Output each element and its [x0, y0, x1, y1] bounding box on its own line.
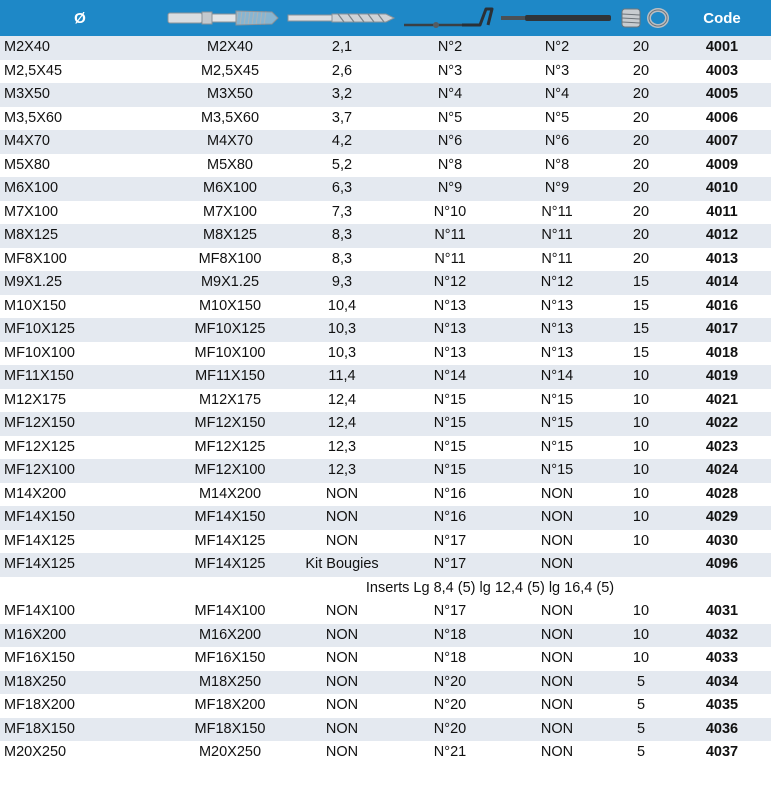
- drill-cell: 4,2: [331, 133, 353, 149]
- table-row: [0, 271, 771, 295]
- table-row: [0, 483, 771, 507]
- insertion-tool-cell: N°17: [433, 532, 467, 549]
- diameter-cell: MF14X125: [4, 556, 75, 572]
- tang-tool-cell: N°13: [540, 321, 574, 337]
- tang-tool-cell: N°15: [540, 462, 574, 478]
- drill-cell: 12,3: [327, 438, 357, 455]
- code-cell: 4021: [705, 391, 739, 408]
- tap-cell: M12X175: [198, 391, 262, 408]
- drill-cell: 10,4: [327, 297, 357, 314]
- tang-tool-cell: NON: [540, 720, 574, 737]
- diameter-cell: M3X50: [4, 86, 50, 102]
- insertion-tool-cell: N°20: [433, 720, 467, 737]
- table-row: [0, 295, 771, 319]
- diameter-cell: MF16X150: [4, 650, 75, 666]
- tang-tool-cell: NON: [540, 697, 574, 713]
- insertion-tool-cell: N°6: [437, 133, 463, 149]
- drill-cell: 8,3: [331, 250, 353, 267]
- tap-cell: M14X200: [198, 485, 262, 502]
- quantity-cell: 15: [632, 321, 650, 337]
- quantity-cell: 15: [632, 297, 650, 314]
- tap-cell: M2,5X45: [200, 62, 260, 79]
- diameter-cell: M3,5X60: [4, 109, 63, 126]
- tang-tool-cell: N°15: [540, 438, 574, 455]
- tap-cell: M3X50: [207, 86, 253, 102]
- tap-cell: MF18X200: [194, 697, 266, 713]
- tang-tool-cell: NON: [540, 532, 574, 549]
- code-cell: 4032: [705, 626, 739, 643]
- insertion-tool-cell: N°13: [433, 344, 467, 361]
- quantity-cell: 20: [632, 86, 650, 102]
- insertion-tool-cell: N°16: [433, 509, 467, 525]
- tang-tool-cell: NON: [540, 556, 574, 572]
- diameter-cell: MF14X100: [4, 603, 75, 619]
- insertion-tool-cell: N°10: [433, 203, 467, 220]
- code-cell: 4014: [705, 274, 739, 290]
- diameter-cell: M20X250: [4, 744, 67, 760]
- code-cell: 4012: [705, 227, 739, 243]
- tap-cell: MF12X100: [194, 462, 266, 478]
- insertion-tool-cell: N°12: [433, 274, 467, 290]
- insertion-tool-cell: N°20: [433, 673, 467, 690]
- quantity-cell: 10: [632, 485, 650, 502]
- insertion-tool-cell: N°13: [433, 321, 467, 337]
- code-cell: 4035: [705, 697, 739, 713]
- insertion-tool-cell: N°8: [437, 156, 463, 173]
- tap-cell: MF10X100: [194, 344, 266, 361]
- tap-cell: M20X250: [198, 744, 262, 760]
- code-cell: 4033: [705, 650, 739, 666]
- quantity-cell: 10: [632, 650, 650, 666]
- quantity-cell: 5: [636, 720, 646, 737]
- tap-cell: M7X100: [202, 203, 258, 220]
- tang-tool-cell: N°4: [544, 86, 570, 102]
- tang-tool-cell: N°5: [544, 109, 570, 126]
- code-cell: 4006: [705, 109, 739, 126]
- table-row: [0, 130, 771, 154]
- drill-cell: 3,2: [331, 86, 353, 102]
- tang-tool-cell: N°14: [540, 368, 574, 384]
- diameter-cell: MF18X150: [4, 720, 75, 737]
- insertion-tool-cell: N°15: [433, 438, 467, 455]
- tap-cell: MF14X100: [194, 603, 266, 619]
- code-cell: 4009: [705, 156, 739, 173]
- table-row: [0, 506, 771, 530]
- tap-cell: M2X40: [207, 39, 253, 55]
- drill-cell: 2,1: [331, 39, 353, 55]
- diameter-cell: M2,5X45: [4, 62, 63, 79]
- tap-cell: M18X250: [198, 673, 262, 690]
- drill-cell: 5,2: [331, 156, 353, 173]
- code-cell: 4031: [705, 603, 739, 619]
- insertion-tool-cell: N°4: [437, 86, 463, 102]
- quantity-cell: 5: [636, 697, 646, 713]
- quantity-cell: 20: [632, 156, 650, 173]
- tap-cell: MF18X150: [194, 720, 266, 737]
- insertion-tool-cell: N°18: [433, 626, 467, 643]
- quantity-cell: 20: [632, 39, 650, 55]
- quantity-cell: 10: [632, 415, 650, 431]
- diameter-cell: M7X100: [4, 203, 59, 220]
- table-row: [0, 154, 771, 178]
- diameter-cell: M12X175: [4, 391, 67, 408]
- tang-tool-cell: NON: [540, 673, 574, 690]
- quantity-cell: 20: [632, 109, 650, 126]
- table-row: [0, 647, 771, 671]
- tap-cell: MF14X125: [194, 556, 266, 572]
- table-body: [0, 36, 771, 765]
- quantity-cell: 10: [632, 532, 650, 549]
- code-cell: 4096: [705, 556, 739, 572]
- drill-cell: NON: [325, 603, 359, 619]
- drill-cell: NON: [325, 697, 359, 713]
- quantity-cell: 20: [632, 227, 650, 243]
- drill-cell: Kit Bougies: [305, 556, 379, 572]
- code-cell: 4034: [705, 673, 739, 690]
- drill-cell: 12,4: [327, 415, 357, 431]
- tang-tool-cell: NON: [540, 509, 574, 525]
- code-cell: 4010: [705, 180, 739, 196]
- tap-cell: MF14X150: [194, 509, 266, 525]
- insertion-tool-cell: N°15: [433, 391, 467, 408]
- diameter-cell: MF8X100: [4, 250, 67, 267]
- tap-cell: M10X150: [198, 297, 262, 314]
- tang-tool-cell: NON: [540, 650, 574, 666]
- tap-cell: M8X125: [202, 227, 258, 243]
- tap-cell: M16X200: [198, 626, 262, 643]
- table-row: [0, 248, 771, 272]
- drill-cell: 7,3: [331, 203, 353, 220]
- diameter-cell: M9X1.25: [4, 274, 63, 290]
- diameter-cell: M2X40: [4, 39, 50, 55]
- diameter-header: [45, 0, 115, 36]
- tang-tool-cell: NON: [540, 485, 574, 502]
- drill-cell: 10,3: [327, 344, 357, 361]
- table-header: [0, 0, 771, 36]
- insertion-tool-cell: N°14: [433, 368, 467, 384]
- tang-tool-cell: N°15: [540, 391, 574, 408]
- table-row: [0, 224, 771, 248]
- tap-cell: MF10X125: [194, 321, 266, 337]
- quantity-cell: 5: [636, 744, 646, 760]
- code-cell: 4028: [705, 485, 739, 502]
- code-cell: 4003: [705, 62, 739, 79]
- diameter-cell: M8X125: [4, 227, 59, 243]
- tap-cell: M3,5X60: [200, 109, 260, 126]
- insertion-tool-cell: N°11: [434, 250, 466, 267]
- table-row: [0, 389, 771, 413]
- diameter-cell: MF12X100: [4, 462, 75, 478]
- code-cell: 4019: [705, 368, 739, 384]
- tap-cell: MF16X150: [194, 650, 266, 666]
- quantity-cell: 15: [632, 274, 650, 290]
- tang-tool-cell: N°15: [540, 415, 574, 431]
- drill-cell: NON: [325, 744, 359, 760]
- table-row: [0, 365, 771, 389]
- quantity-cell: 20: [632, 62, 650, 79]
- table-row: [0, 83, 771, 107]
- table-row: [0, 177, 771, 201]
- diameter-cell: MF12X125: [4, 438, 75, 455]
- table-row: [0, 718, 771, 742]
- table-note-row: [0, 577, 771, 601]
- table-row: [0, 412, 771, 436]
- code-header: [692, 0, 752, 36]
- tang-tool-cell: NON: [540, 744, 574, 760]
- code-cell: 4023: [705, 438, 739, 455]
- tap-cell: MF8X100: [198, 250, 262, 267]
- code-cell: 4029: [705, 509, 739, 525]
- diameter-cell: M18X250: [4, 673, 67, 690]
- quantity-cell: 20: [632, 133, 650, 149]
- diameter-cell: M4X70: [4, 133, 50, 149]
- tang-tool-cell: N°13: [540, 297, 574, 314]
- drill-cell: NON: [325, 485, 359, 502]
- quantity-cell: 10: [632, 391, 650, 408]
- insertion-tool-cell: N°5: [437, 109, 463, 126]
- drill-cell: 11,4: [328, 368, 356, 384]
- tang-tool-cell: N°11: [541, 250, 573, 267]
- tang-tool-cell: N°11: [541, 203, 573, 220]
- code-header-label: Code: [703, 9, 741, 27]
- tap-cell: MF11X150: [195, 368, 265, 384]
- tang-tool-cell: N°3: [544, 62, 570, 79]
- quantity-cell: 10: [632, 626, 650, 643]
- tap-cell: MF12X150: [194, 415, 266, 431]
- diameter-cell: M10X150: [4, 297, 67, 314]
- drill-cell: 6,3: [331, 180, 353, 196]
- code-cell: 4016: [705, 297, 739, 314]
- tang-tool-cell: N°8: [544, 156, 570, 173]
- table-row: [0, 694, 771, 718]
- table-row: [0, 624, 771, 648]
- tang-tool-cell: N°11: [541, 227, 573, 243]
- quantity-cell: 10: [632, 603, 650, 619]
- table-row: [0, 741, 771, 765]
- code-cell: 4011: [706, 203, 738, 220]
- note-text: Inserts Lg 8,4 (5) lg 12,4 (5) lg 16,4 (5): [365, 579, 615, 596]
- drill-cell: 12,3: [327, 462, 357, 478]
- tang-tool-cell: NON: [540, 626, 574, 643]
- insertion-tool-cell: N°17: [433, 556, 467, 572]
- code-cell: 4005: [705, 86, 739, 102]
- table-row: [0, 530, 771, 554]
- diameter-cell: MF11X150: [4, 368, 74, 384]
- diameter-cell: MF14X150: [4, 509, 75, 525]
- insertion-tool-icon: [398, 0, 498, 36]
- quantity-cell: 10: [632, 462, 650, 478]
- drill-cell: 12,4: [327, 391, 357, 408]
- tap-cell: M4X70: [207, 133, 253, 149]
- quantity-cell: 20: [632, 180, 650, 196]
- drill-cell: NON: [325, 650, 359, 666]
- insertion-tool-cell: N°3: [437, 62, 463, 79]
- code-cell: 4018: [705, 344, 739, 361]
- table-row: [0, 671, 771, 695]
- diameter-cell: M5X80: [4, 156, 50, 173]
- drill-cell: NON: [325, 626, 359, 643]
- tang-tool-cell: N°6: [544, 133, 570, 149]
- table-row: [0, 553, 771, 577]
- drill-cell: 3,7: [331, 109, 353, 126]
- code-cell: 4007: [705, 133, 739, 149]
- diameter-cell: MF14X125: [4, 532, 75, 549]
- tang-tool-cell: N°2: [544, 39, 570, 55]
- quantity-cell: 10: [632, 509, 650, 525]
- drill-bit-icon: [285, 0, 397, 36]
- quantity-cell: 20: [632, 203, 650, 220]
- code-cell: 4022: [705, 415, 739, 431]
- insertion-tool-cell: N°20: [433, 697, 467, 713]
- quantity-cell: 10: [632, 368, 650, 384]
- quantity-cell: 5: [636, 673, 646, 690]
- drill-cell: 2,6: [331, 62, 353, 79]
- tap-cell: MF14X125: [194, 532, 266, 549]
- tang-break-tool-icon: [498, 0, 616, 36]
- table-row: [0, 201, 771, 225]
- insertion-tool-cell: N°13: [433, 297, 467, 314]
- code-cell: 4036: [705, 720, 739, 737]
- drill-cell: NON: [325, 720, 359, 737]
- table-row: [0, 342, 771, 366]
- drill-cell: 8,3: [331, 227, 353, 243]
- drill-cell: NON: [325, 509, 359, 525]
- insertion-tool-cell: N°21: [433, 744, 467, 760]
- insertion-tool-cell: N°18: [433, 650, 467, 666]
- table-row: [0, 107, 771, 131]
- code-cell: 4013: [705, 250, 739, 267]
- thread-insert-icon: [616, 0, 674, 36]
- tap-icon: [165, 0, 285, 36]
- table-row: [0, 436, 771, 460]
- table-row: [0, 36, 771, 60]
- diameter-cell: MF18X200: [4, 697, 75, 713]
- diameter-cell: MF10X100: [4, 344, 75, 361]
- table-row: [0, 600, 771, 624]
- quantity-cell: 10: [632, 438, 650, 455]
- tang-tool-cell: N°13: [540, 344, 574, 361]
- insertion-tool-cell: N°2: [437, 39, 463, 55]
- table-row: [0, 459, 771, 483]
- code-cell: 4030: [705, 532, 739, 549]
- drill-cell: NON: [325, 532, 359, 549]
- drill-cell: NON: [325, 673, 359, 690]
- insertion-tool-cell: N°17: [433, 603, 467, 619]
- insertion-tool-cell: N°15: [433, 462, 467, 478]
- drill-cell: 10,3: [327, 321, 357, 337]
- diameter-cell: M6X100: [4, 180, 59, 196]
- code-cell: 4001: [705, 39, 739, 55]
- tang-tool-cell: N°9: [544, 180, 570, 196]
- insertion-tool-cell: N°9: [437, 180, 463, 196]
- table-row: [0, 318, 771, 342]
- diameter-header-label: Ø: [74, 9, 86, 27]
- tap-cell: MF12X125: [194, 438, 266, 455]
- code-cell: 4017: [705, 321, 739, 337]
- diameter-cell: M16X200: [4, 626, 67, 643]
- diameter-cell: M14X200: [4, 485, 67, 502]
- diameter-cell: MF10X125: [4, 321, 75, 337]
- code-cell: 4024: [705, 462, 739, 478]
- tap-cell: M9X1.25: [200, 274, 260, 290]
- quantity-cell: 15: [632, 344, 650, 361]
- insertion-tool-cell: N°11: [434, 227, 466, 243]
- table-row: [0, 60, 771, 84]
- tap-cell: M5X80: [207, 156, 253, 173]
- code-cell: 4037: [705, 744, 739, 760]
- insertion-tool-cell: N°16: [433, 485, 467, 502]
- tang-tool-cell: N°12: [540, 274, 574, 290]
- drill-cell: 9,3: [331, 274, 353, 290]
- quantity-cell: 20: [632, 250, 650, 267]
- insertion-tool-cell: N°15: [433, 415, 467, 431]
- tang-tool-cell: NON: [540, 603, 574, 619]
- tap-cell: M6X100: [202, 180, 258, 196]
- diameter-cell: MF12X150: [4, 415, 75, 431]
